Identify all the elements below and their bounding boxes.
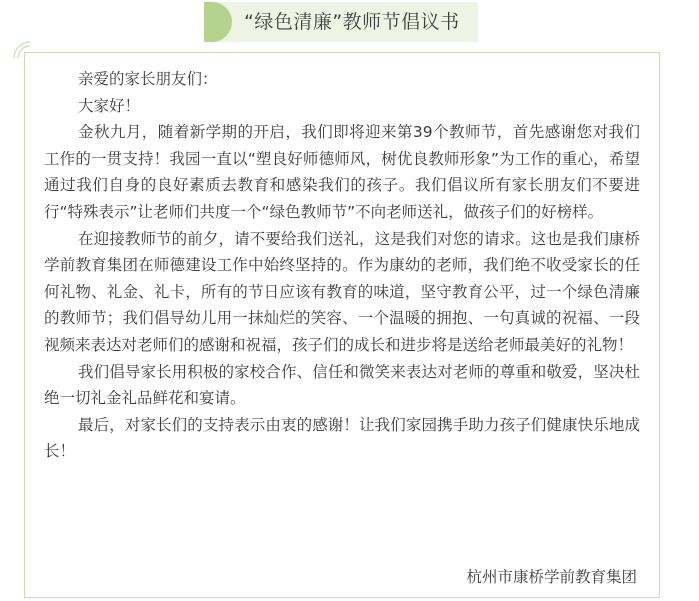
letter-paragraph: 在迎接教师节的前夕，请不要给我们送礼，这是我们对您的请求。这也是我们康桥学前教育集团在师德建设工作中始终坚持的。作为康幼的老师，我们绝不收受家长的任何礼物、礼金、礼卡，所有的节日应该有教育的味道，坚守教育公平，过一个绿色清廉的教师节；我们倡导幼儿用一抹灿烂的笑容、一个温暖的拥抱、一句真诚的祝福、一段视频来表达对老师们的感谢和祝福，孩子们的成长和进步将是送给老师最美好的礼物！ — [44, 229, 640, 354]
letter-paragraph: 最后，对家长们的支持表示由衷的感谢！让我们家园携手助力孩子们健康快乐地成长！ — [44, 415, 640, 461]
letter-greeting: 亲爱的家长朋友们： — [78, 70, 218, 88]
page-title: “绿色清廉”教师节倡议书 — [244, 11, 460, 33]
letter-paragraph: 金秋九月，随着新学期的开启，我们即将迎来第39个教师节，首先感谢您对我们工作的一贯支持！我园一直以“塑良好师德师风，树优良教师形象”为工作的重心，希望通过我们自身的良好素质去教育和感染我们的孩子。我们倡议所有家长朋友们不要进行“特殊表示”让老师们共度一个“绿色教师节”不向老师送礼，做孩子们的好榜样。 — [44, 123, 640, 221]
letter-salutation: 大家好！ — [78, 96, 141, 115]
letter-signature: 杭州市康桥学前教育集团 — [466, 568, 637, 586]
letter-body — [44, 66, 640, 465]
letter-paragraph: 我们倡导家长用积极的家校合作、信任和微笑来表达对老师的尊重和敬爱，坚决杜绝一切礼金礼品鲜花和宴请。 — [44, 362, 640, 408]
